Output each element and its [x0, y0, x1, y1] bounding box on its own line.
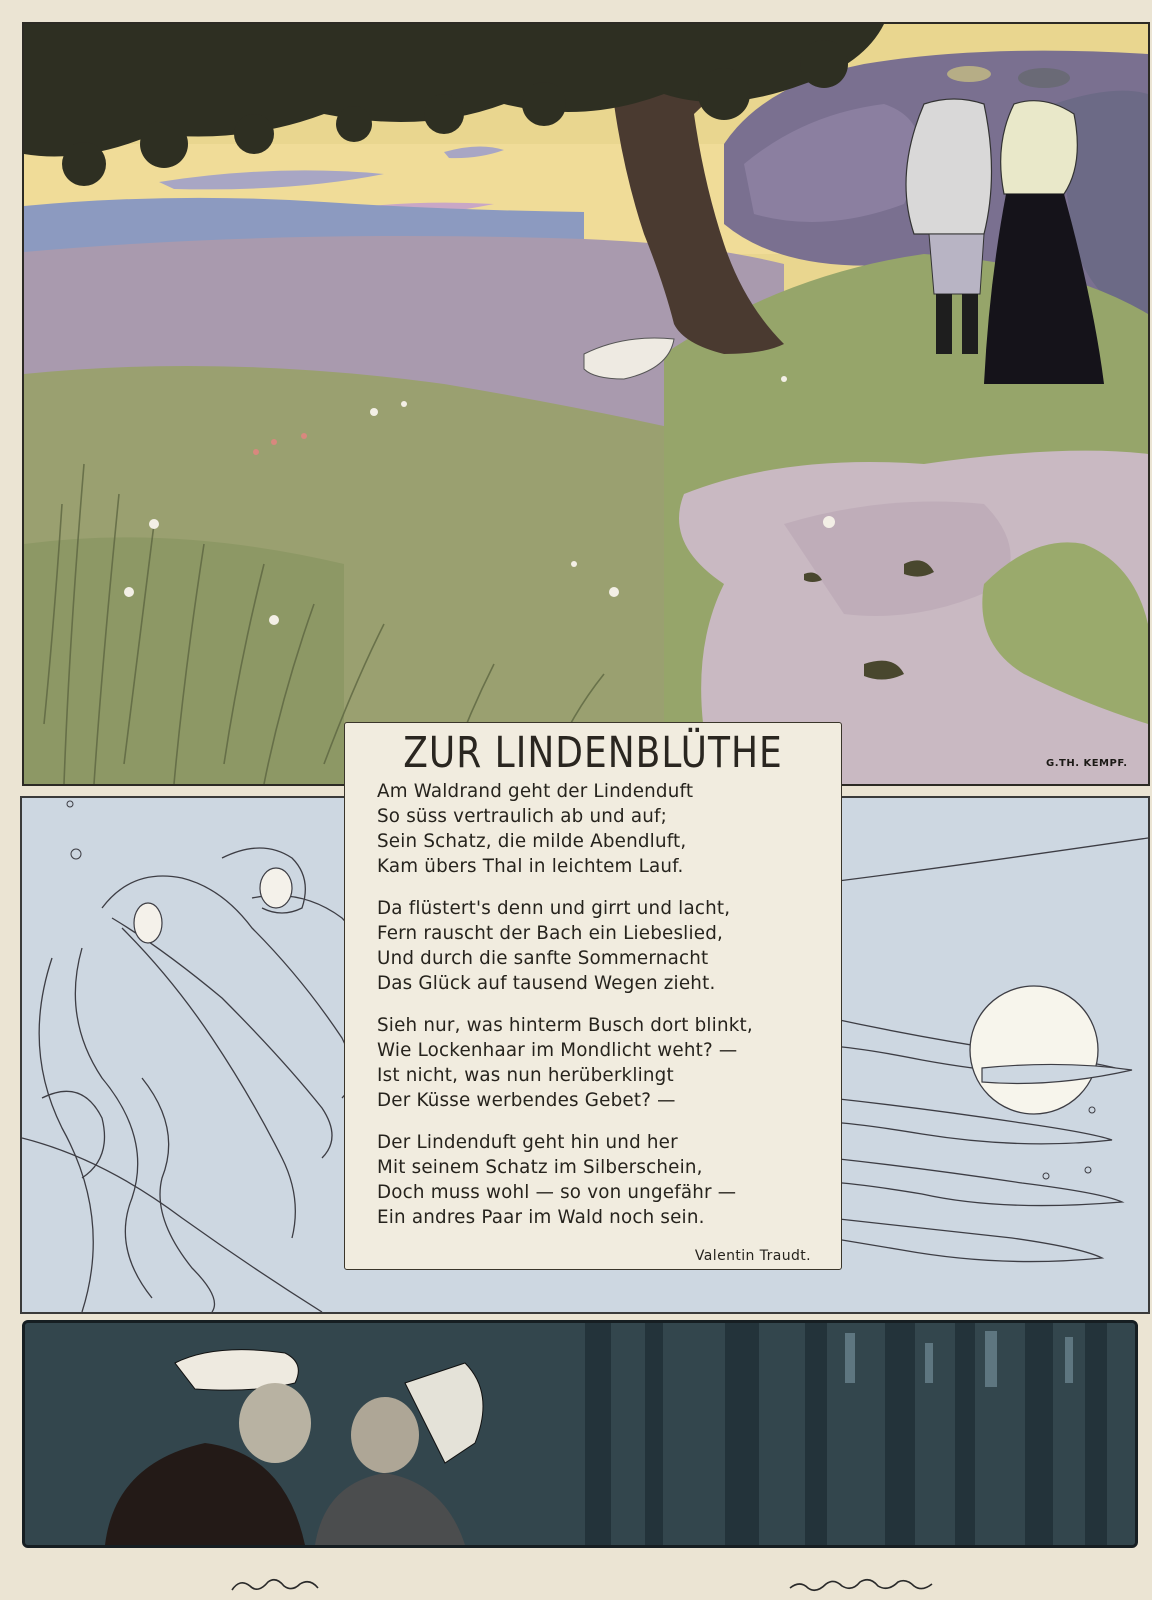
poem-stanza	[377, 1013, 827, 1113]
poem-line: Wie Lockenhaar im Mondlicht weht? —	[377, 1040, 738, 1061]
poem-stanza	[377, 896, 827, 996]
poem-line: Ist nicht, was nun herüberklingt	[377, 1065, 674, 1086]
poem-line: Der Küsse werbendes Gebet? —	[377, 1090, 676, 1111]
poem-line: Mit seinem Schatz im Silberschein,	[377, 1157, 703, 1178]
bottom-night-panel	[22, 1320, 1138, 1548]
poem-line: Sein Schatz, die milde Abendluft,	[377, 831, 687, 852]
artist-signature: G.TH. KEMPF.	[1046, 758, 1128, 769]
night-forest-couple	[25, 1323, 1135, 1545]
poem-line: Der Lindenduft geht hin und her	[377, 1132, 678, 1153]
moon	[970, 986, 1098, 1114]
landscape-scene	[24, 24, 1148, 784]
poem-stanza	[377, 1130, 827, 1230]
poem-box	[344, 722, 842, 1270]
poem-line: Da flüstert's denn und girrt und lacht,	[377, 898, 731, 919]
poem-line: Kam übers Thal in leichtem Lauf.	[377, 856, 684, 877]
poem-line: Das Glück auf tausend Wegen zieht.	[377, 973, 716, 994]
poem-line: So süss vertraulich ab und auf;	[377, 806, 668, 827]
poem-line: Und durch die sanfte Sommernacht	[377, 948, 709, 969]
poem-author: Valentin Traudt.	[694, 1248, 811, 1264]
top-illustration	[22, 22, 1150, 786]
poem-line: Fern rauscht der Bach ein Liebeslied,	[377, 923, 724, 944]
poem-stanza	[377, 779, 827, 879]
poem-line: Doch muss wohl — so von ungefähr —	[377, 1182, 737, 1203]
poem-title: ZUR LINDENBLÜTHE	[403, 729, 783, 778]
handwritten-marks	[0, 1568, 1152, 1600]
poem-line: Ein andres Paar im Wald noch sein.	[377, 1207, 705, 1228]
poem-line: Am Waldrand geht der Lindenduft	[377, 781, 694, 802]
poem-line: Sieh nur, was hinterm Busch dort blinkt,	[377, 1015, 753, 1036]
